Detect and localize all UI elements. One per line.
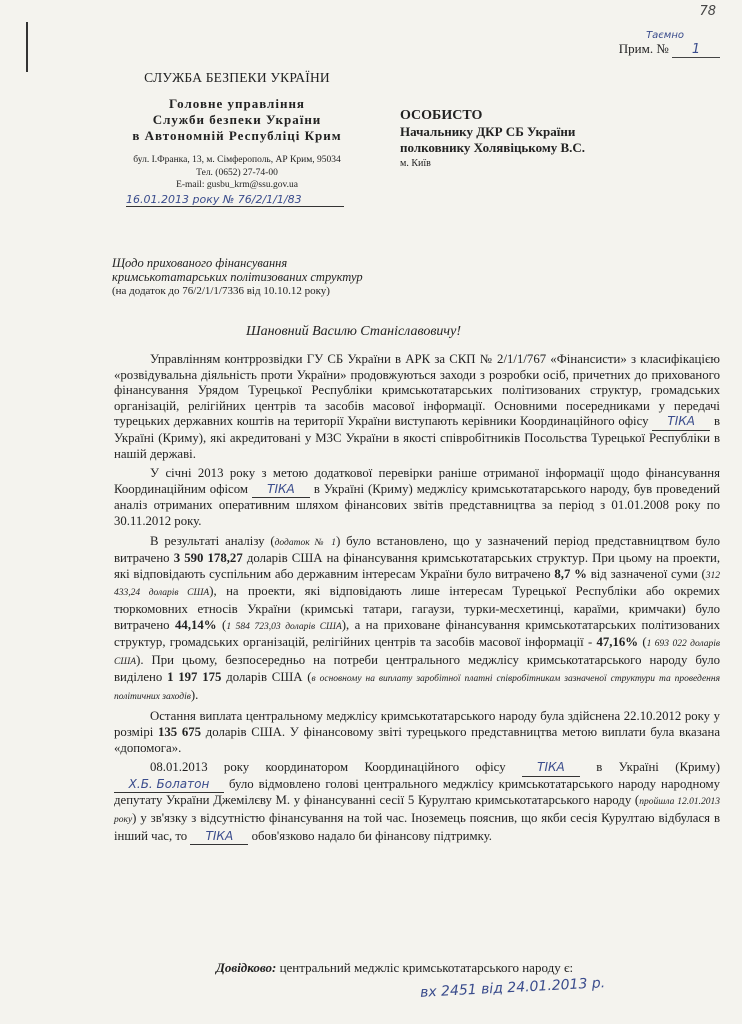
paragraph: У січні 2013 року з метою додаткової перевірки раніше отриманої інформації щодо фінансування Координаційним офісом ТІКА в Україні (Криму) меджлісу кримськотатарського народу, був проведений аналіз отриманих оперативним шляхом фінансових звітів представництва за період з 01.01.2008 року по 30.11.2012 року. [114, 466, 720, 528]
letterhead [112, 70, 362, 192]
department-name [112, 96, 362, 144]
addressee-line: полковнику Холявіцькому В.С. [400, 140, 586, 155]
handwritten-fill: ТІКА [667, 414, 696, 429]
handwritten-fill: ТІКА [205, 828, 234, 843]
paragraph: Управлінням контррозвідки ГУ СБ України в АРК за СКП № 2/1/1/767 «Фінансисти» з класифікацією «розвідувальна діяльність проти України» продовжуються заходи з розробки осіб, причетних до прихованого фінансування Урядом Турецької Республіки кримськотатарських політизованих структур, громадських організацій, релігійних центрів та засобів масової інформації. Основними посередниками у передачі турецьких державних коштів на території України виступають керівники Координаційного офісу ТІКА в Україні (Криму), які акредитовані у МЗС України в якості співробітників Посольства Турецької Республіки в нашій державі. [114, 352, 720, 461]
paragraph: 08.01.2013 року координатором Координаційного офісу ТІКА в Україні (Криму) Х.Б. Болатон було відмовлено голові центрального меджлісу кримськотатарського народу народному депутату України Джемілєву М. у фінансуванні сесії 5 Курултаю кримськотатарського народу (пройшла 12.01.2013 року) у зв'язку з відсутністю фінансування на той час. Іноземець пояснив, що якби сесія Курултаю відбулася в інший час, то ТІКА обов'язково надало би фінансову підтримку. [114, 760, 720, 845]
subject [112, 256, 412, 298]
registration-number: 16.01.2013 року № 76/2/1/1/83 [126, 193, 344, 207]
addressee-city: м. Київ [400, 158, 431, 169]
subject-line: кримськотатарських політизованих структур [112, 270, 363, 284]
address: бул. І.Франка, 13, м. Сімферополь, АР Крим, 95034 [133, 155, 341, 165]
phone: Тел. (0652) 27-74-00 [196, 167, 278, 178]
handwritten-fill: Х.Б. Болатон [128, 776, 210, 791]
secrecy-stamp [560, 30, 720, 58]
secrecy-note: Таємно [646, 30, 684, 41]
contact-info [112, 154, 362, 192]
department-line: Служби безпеки України [152, 112, 322, 127]
confidential-mark: ОСОБИСТО [400, 108, 483, 123]
addressee-line: Начальнику ДКР СБ України [400, 124, 576, 139]
subject-reference: (на додаток до 76/2/1/1/7336 від 10.10.12 року) [112, 285, 330, 297]
addressee [400, 108, 700, 172]
reference-note [216, 960, 573, 976]
reference-text: центральний меджліс кримськотатарського народу є: [279, 960, 574, 975]
copy-number: 1 [672, 42, 720, 58]
greeting: Шановний Василю Станіславовичу! [246, 324, 461, 339]
service-name: СЛУЖБА БЕЗПЕКИ УКРАЇНИ [144, 70, 330, 85]
handwritten-fill: ТІКА [537, 760, 565, 775]
department-line: Головне управління [169, 96, 305, 111]
page-number: 78 [699, 4, 716, 19]
subject-line: Щодо прихованого фінансування [112, 256, 288, 270]
letter-body [114, 352, 720, 849]
paragraph: В результаті аналізу (додаток № 1) було встановлено, що у зазначений період представництвом було витрачено 3 590 178,27 доларів США на фінансування кримськотатарських структур. При цьому на проекти, які відповідають суспільним або державним інтересам України було витрачено 8,7 % від зазначеної суми (312 433,24 доларів США), на проекти, які відповідають лише інтересам Турецької Республіки або окремих тюркомовних етносів України (кримські татари, гагаузи, турки-месхетинці, караїми, кримчаки) було витрачено 44,14% (1 584 723,03 доларів США), а на приховане фінансування кримськотатарських політизованих структур, громадських організацій, релігійних центрів та засобів масової інформації - 47,16% (1 693 022 доларів США). При цьому, безпосередньо на потреби центрального меджлісу кримськотатарського народу було виділено 1 197 175 доларів США (в основному на виплату заробітної платні співробітникам зазначеної структури та проведення політичних заходів). [114, 533, 721, 702]
margin-mark [26, 22, 28, 72]
handwritten-incoming-note: вх 2451 від 24.01.2013 р. [419, 975, 606, 1001]
department-line: в Автономній Республіці Крим [132, 128, 342, 143]
copy-label: Прим. № [618, 41, 669, 56]
paragraph: Остання виплата центральному меджлісу кримськотатарського народу була здійснена 22.10.2012 року у розмірі 135 675 доларів США. У фінансовому звіті турецького представництва метою виплати була вказана «допомога». [114, 709, 721, 755]
reference-label: Довідково: [216, 960, 277, 975]
handwritten-fill: ТІКА [267, 481, 295, 496]
email: E-mail: gusbu_krm@ssu.gov.ua [176, 180, 298, 190]
